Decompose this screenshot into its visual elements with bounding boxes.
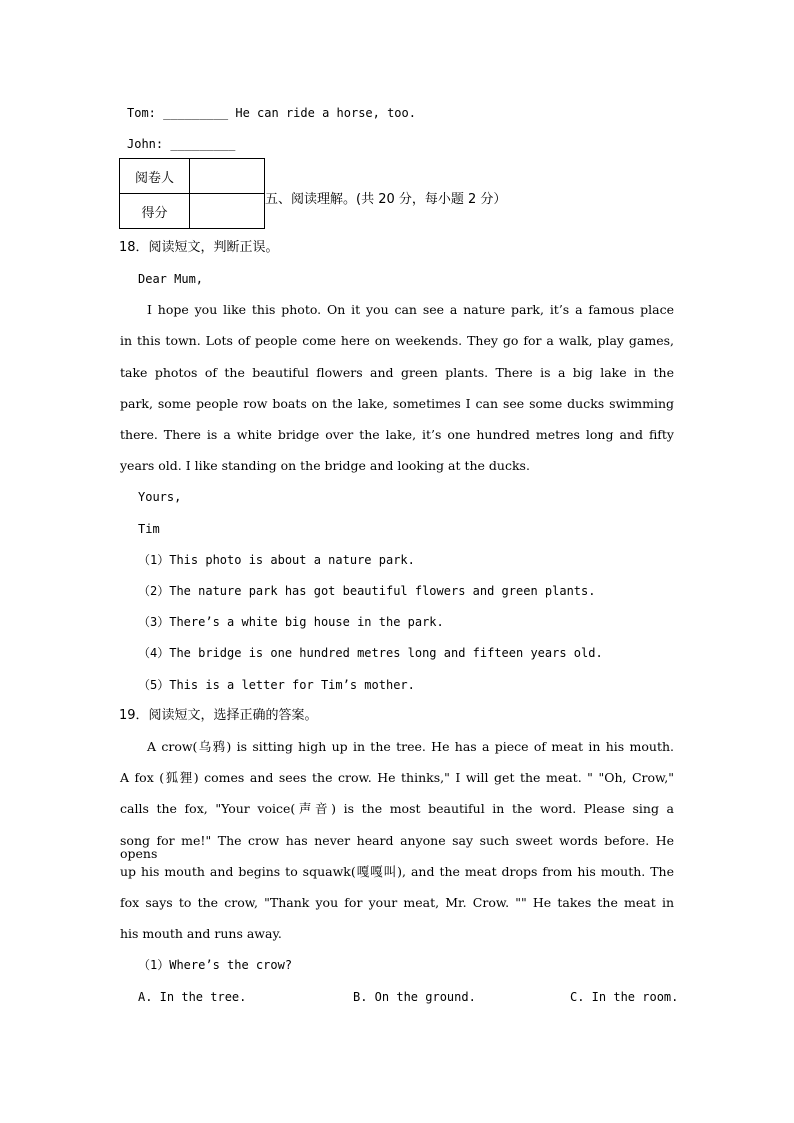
q18-paragraph-line: there. There is a white bridge over the lake, it’s one hundred metres long and fifty — [120, 427, 674, 442]
q19-option-b: B. On the ground. — [353, 990, 476, 1004]
john-dialogue-line: John: _________ — [127, 137, 236, 151]
section-title: 五、阅读理解。(共 20 分，每小题 2 分） — [265, 192, 507, 207]
q19-option-c: C. In the room. — [570, 990, 679, 1004]
score-value-cell — [190, 194, 265, 229]
q19-heading: 19．阅读短文，选择正确的答案。 — [119, 708, 318, 723]
score-table — [119, 158, 265, 229]
q18-heading: 18．阅读短文，判断正误。 — [119, 240, 279, 255]
q18-paragraph-line: park, some people row boats on the lake, sometimes I can see some ducks swimming — [120, 396, 674, 411]
q18-paragraph-line: in this town. Lots of people come here on weekends. They go for a walk, play games, — [120, 333, 674, 348]
reviewer-value-cell — [190, 159, 265, 194]
q18-statement: （5）This is a letter for Tim’s mother. — [138, 678, 415, 692]
q18-paragraph-line: years old. I like standing on the bridge and looking at the ducks. — [120, 458, 530, 473]
q19-paragraph-line: calls the fox, "Your voice(声音) is the most beautiful in the word. Please sing a — [120, 801, 674, 816]
q19-paragraph-line: song for me!" The crow has never heard anyone say such sweet words before. He opens — [120, 833, 674, 861]
q18-statement: （2）The nature park has got beautiful flowers and green plants. — [138, 584, 596, 598]
q19-paragraph-line: A fox (狐狸) comes and sees the crow. He thinks," I will get the meat. " "Oh, Crow," — [120, 770, 674, 785]
q19-paragraph-line: his mouth and runs away. — [120, 926, 282, 941]
reviewer-label: 阅卷人 — [120, 159, 190, 194]
letter-signature: Tim — [138, 522, 160, 536]
q19-question: （1）Where’s the crow? — [138, 958, 293, 972]
tom-dialogue-line: Tom: _________ He can ride a horse, too. — [127, 106, 416, 120]
q18-paragraph-line: take photos of the beautiful flowers and green plants. There is a big lake in the — [120, 365, 674, 380]
letter-greeting: Dear Mum, — [138, 272, 204, 286]
q19-paragraph-line: A crow(乌鸦) is sitting high up in the tree. He has a piece of meat in his mouth. — [147, 739, 674, 754]
q19-paragraph-line: up his mouth and begins to squawk(嘎嘎叫), and the meat drops from his mouth. The — [120, 864, 674, 879]
q18-statement: （4）The bridge is one hundred metres long and fifteen years old. — [138, 646, 603, 660]
q18-statement: （1）This photo is about a nature park. — [138, 553, 415, 567]
q19-option-a: A. In the tree. — [138, 990, 247, 1004]
letter-closing: Yours, — [138, 490, 182, 504]
q18-paragraph-line: I hope you like this photo. On it you can see a nature park, it’s a famous place — [147, 302, 674, 317]
q18-statement: （3）There’s a white big house in the park. — [138, 615, 444, 629]
q19-paragraph-line: fox says to the crow, "Thank you for your meat, Mr. Crow. "" He takes the meat in — [120, 895, 674, 910]
score-label: 得分 — [120, 194, 190, 229]
